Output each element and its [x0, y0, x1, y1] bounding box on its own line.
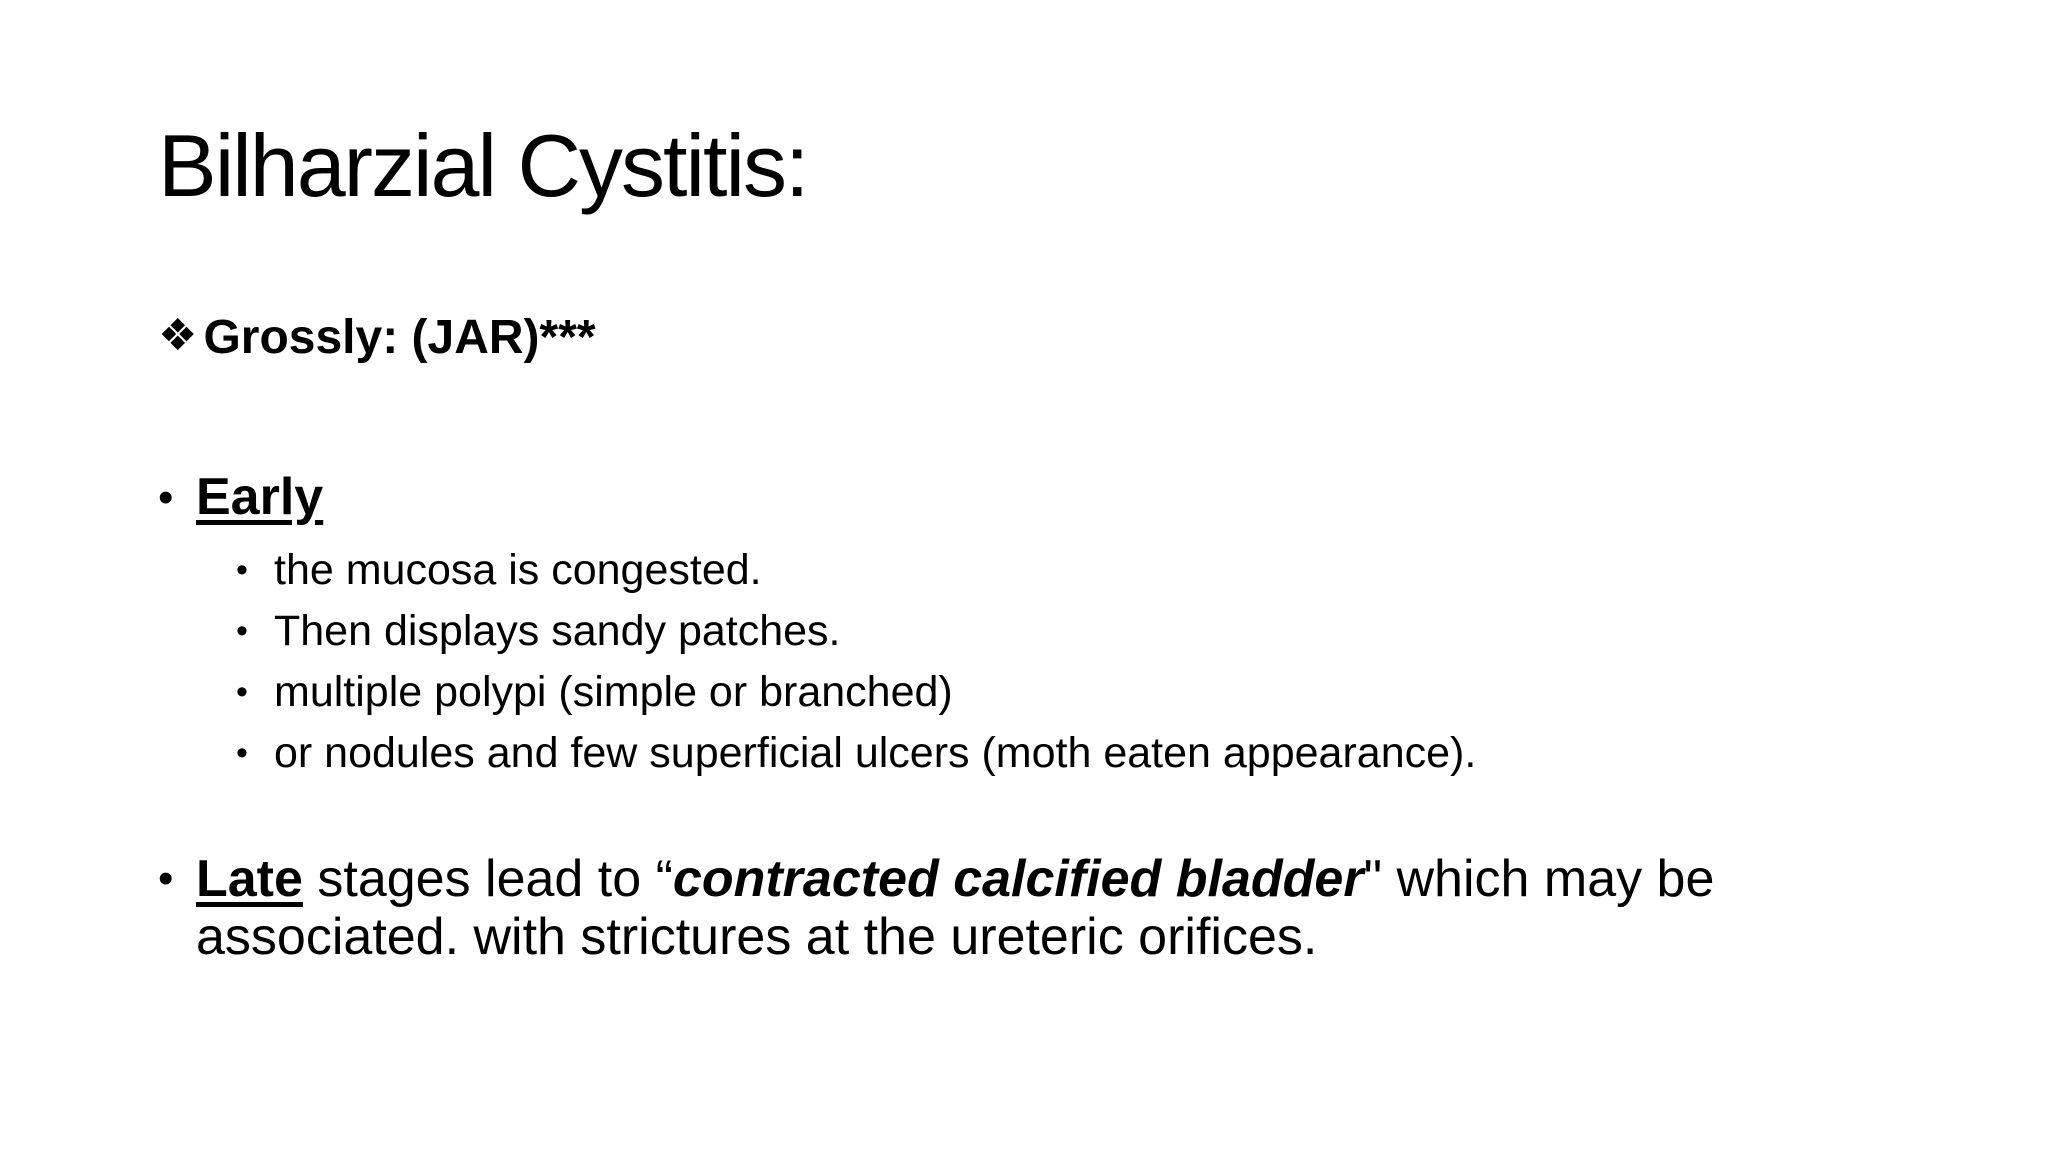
list-item-text: Then displays sandy patches.: [274, 607, 841, 655]
list-item: [236, 601, 1476, 662]
list-item-text: the mucosa is congested.: [274, 546, 762, 594]
grossly-heading-text: Grossly: (JAR)***: [203, 311, 596, 364]
bullet-dot-icon: •: [236, 612, 248, 650]
list-item: [236, 723, 1476, 784]
slide-title: Bilharzial Cystitis:: [158, 116, 808, 215]
list-item: [236, 540, 1476, 601]
bullet-dot-icon: •: [158, 854, 174, 903]
late-emphasis: contracted calcified bladder: [672, 850, 1364, 908]
late-label: Late: [196, 850, 303, 908]
bullet-dot-icon: •: [236, 673, 248, 711]
late-text-before: stages lead to “: [302, 850, 673, 908]
list-item-text: multiple polypi (simple or branched): [274, 668, 953, 716]
late-paragraph: [196, 850, 1918, 966]
late-text-after: " which may be associated. with strictures at the ureteric orifices.: [196, 850, 1715, 966]
list-item: [236, 662, 1476, 723]
bullet-dot-icon: •: [158, 473, 174, 522]
early-sub-list: [236, 540, 1476, 784]
early-label: Early: [196, 468, 324, 526]
late-bullet: [158, 850, 1918, 966]
grossly-heading: [158, 312, 596, 365]
list-item-text: or nodules and few superficial ulcers (moth eaten appearance).: [274, 729, 1477, 777]
diamond-bullet-icon: ❖: [158, 311, 198, 361]
bullet-dot-icon: •: [236, 551, 248, 589]
bullet-dot-icon: •: [236, 734, 248, 772]
